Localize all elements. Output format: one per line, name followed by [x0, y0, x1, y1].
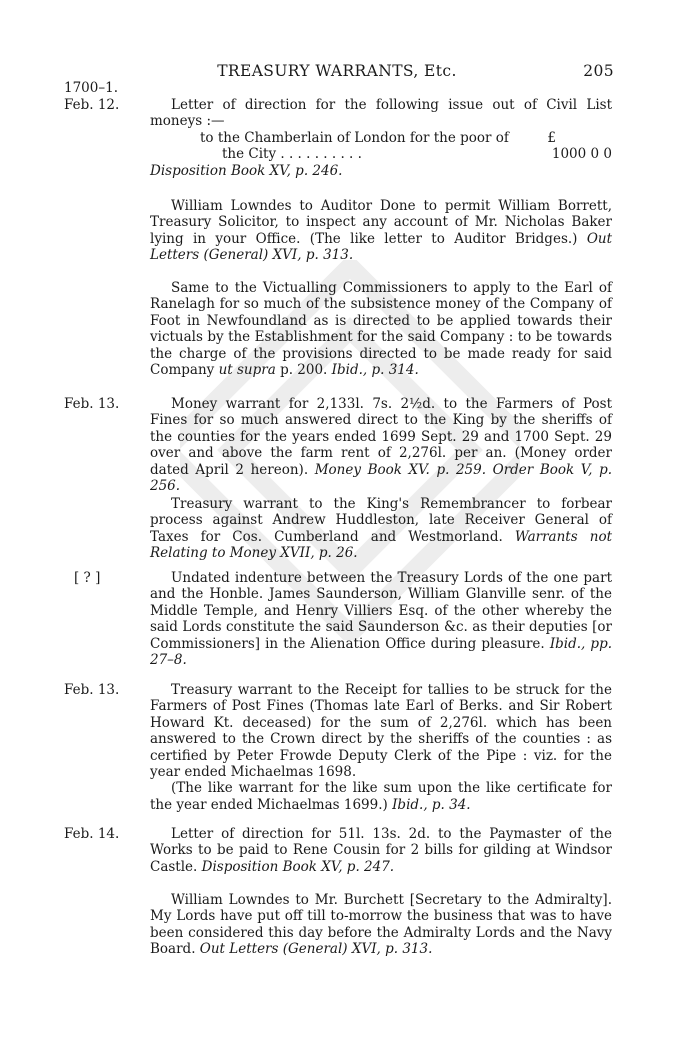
entry-reference: Disposition Book XV, p. 246.	[150, 162, 343, 179]
entry-date: [ ? ]	[74, 570, 101, 586]
entry-works	[150, 826, 612, 875]
entry-text: (The like warrant for the like sum upon the like certificate for the year ended Michaelmas 1699.)	[150, 780, 612, 813]
entry-text-italic: ut supra	[218, 362, 276, 379]
amount-value: 1000 0 0	[551, 146, 612, 163]
entry-date: Feb. 12.	[64, 97, 120, 113]
entry-indenture	[150, 570, 612, 668]
entry-reference: Out Letters (General) XVI, p. 313.	[150, 230, 612, 264]
entry-text: William Lowndes to Mr. Burchett [Secretary to the Admiralty]. My Lords have put off till to-morrow the business that was to have been considered this day before the Admiralty Lords and the Navy Board.	[150, 892, 612, 958]
entry-text: Money warrant for 2,133l. 7s. 2½d. to the Farmers of Post Fines for so much answered direct to the King by the sheriffs of the counties for the years ended 1699 Sept. 29 and 1700 Sept. 29 over and above the farm rent of 2,276l. per an. (Money order dated April 2 hereon).	[150, 396, 612, 478]
entry-reference: Warrants not Relating to Money XVII, p. 26.	[150, 528, 612, 562]
entry-text: William Lowndes to Auditor Done to permit William Borrett, Treasury Solicitor, to inspect any account of Mr. Nicholas Baker lying in your Office. (The like letter to Auditor Bridges.)	[150, 198, 612, 247]
entry-date: Feb. 13.	[64, 682, 120, 698]
item-label: to the Chamberlain of London for the poor of	[200, 129, 509, 146]
running-title: TREASURY WARRANTS, Etc.	[217, 62, 457, 80]
entry-reference: Ibid., p. 314.	[331, 362, 419, 379]
entry-reference: Ibid., pp. 27–8.	[150, 635, 612, 669]
entry-reference: Disposition Book XV, p. 247.	[201, 858, 395, 875]
entry-remembrancer	[150, 496, 612, 562]
entry-text: Letter of direction for 51l. 13s. 2d. to the Paymaster of the Works to be paid to Rene Cousin for 2 bills for gilding at Windsor Castle.	[150, 826, 612, 875]
entry-text: Letter of direction for the following issue out of Civil List moneys :—	[150, 97, 612, 130]
page-number: 205	[583, 62, 614, 80]
entry-reference: Money Book XV. p. 259. Order Book V, p. 256.	[150, 461, 612, 495]
currency-symbol: £	[547, 129, 556, 146]
entry-civil-list	[150, 97, 612, 179]
entry-money-warrant	[150, 396, 612, 494]
amount-row	[150, 130, 612, 146]
entry-text: Same to the Victualling Commissioners to apply to the Earl of Ranelagh for so much of the subsistence money of the Company of Foot in Newfoundland as is directed to be applied towards their victuals by the Establishment for the said Company : to be towards the charge of the provisions directed to be made ready for said Company	[150, 280, 612, 379]
entry-reference: Ibid., p. 34.	[392, 796, 471, 813]
entry-text: Treasury warrant to the King's Remembrancer to forbear process against Andrew Huddleston, late Receiver General of Taxes for Cos. Cumberland and Westmorland.	[150, 496, 612, 545]
running-head	[0, 62, 674, 82]
entry-tallies	[150, 682, 612, 813]
entry-date: Feb. 13.	[64, 396, 120, 412]
year-label: 1700–1.	[64, 80, 118, 96]
entry-text: Undated indenture between the Treasury Lords of the one part and the Honble. James Saunderson, William Glanville senr. of the Middle Temple, and Henry Villiers Esq. of the other whereby the said Lords constitute the said Saunderson &c. as their deputies [or Commissioners] in the Alienation Office during pleasure.	[150, 570, 612, 652]
entry-lowndes-done	[150, 198, 612, 264]
entry-reference: Out Letters (General) XVI, p. 313.	[199, 941, 433, 958]
item-label: the City . . . . . . . . . .	[222, 146, 362, 163]
entry-burchett	[150, 892, 612, 958]
entry-text-tail: p. 200.	[280, 362, 328, 379]
entry-victualling	[150, 280, 612, 378]
entry-text: Treasury warrant to the Receipt for tallies to be struck for the Farmers of Post Fines (Thomas late Earl of Berks. and Sir Robert Howard Kt. deceased) for the sum of 2,276l. which has been answered to the Crown direct by the sheriffs of the counties : as certified by Peter Frowde Deputy Clerk of the Pipe : viz. for the year ended Michaelmas 1698.	[150, 682, 612, 781]
amount-row	[150, 146, 612, 162]
entry-date: Feb. 14.	[64, 826, 120, 842]
